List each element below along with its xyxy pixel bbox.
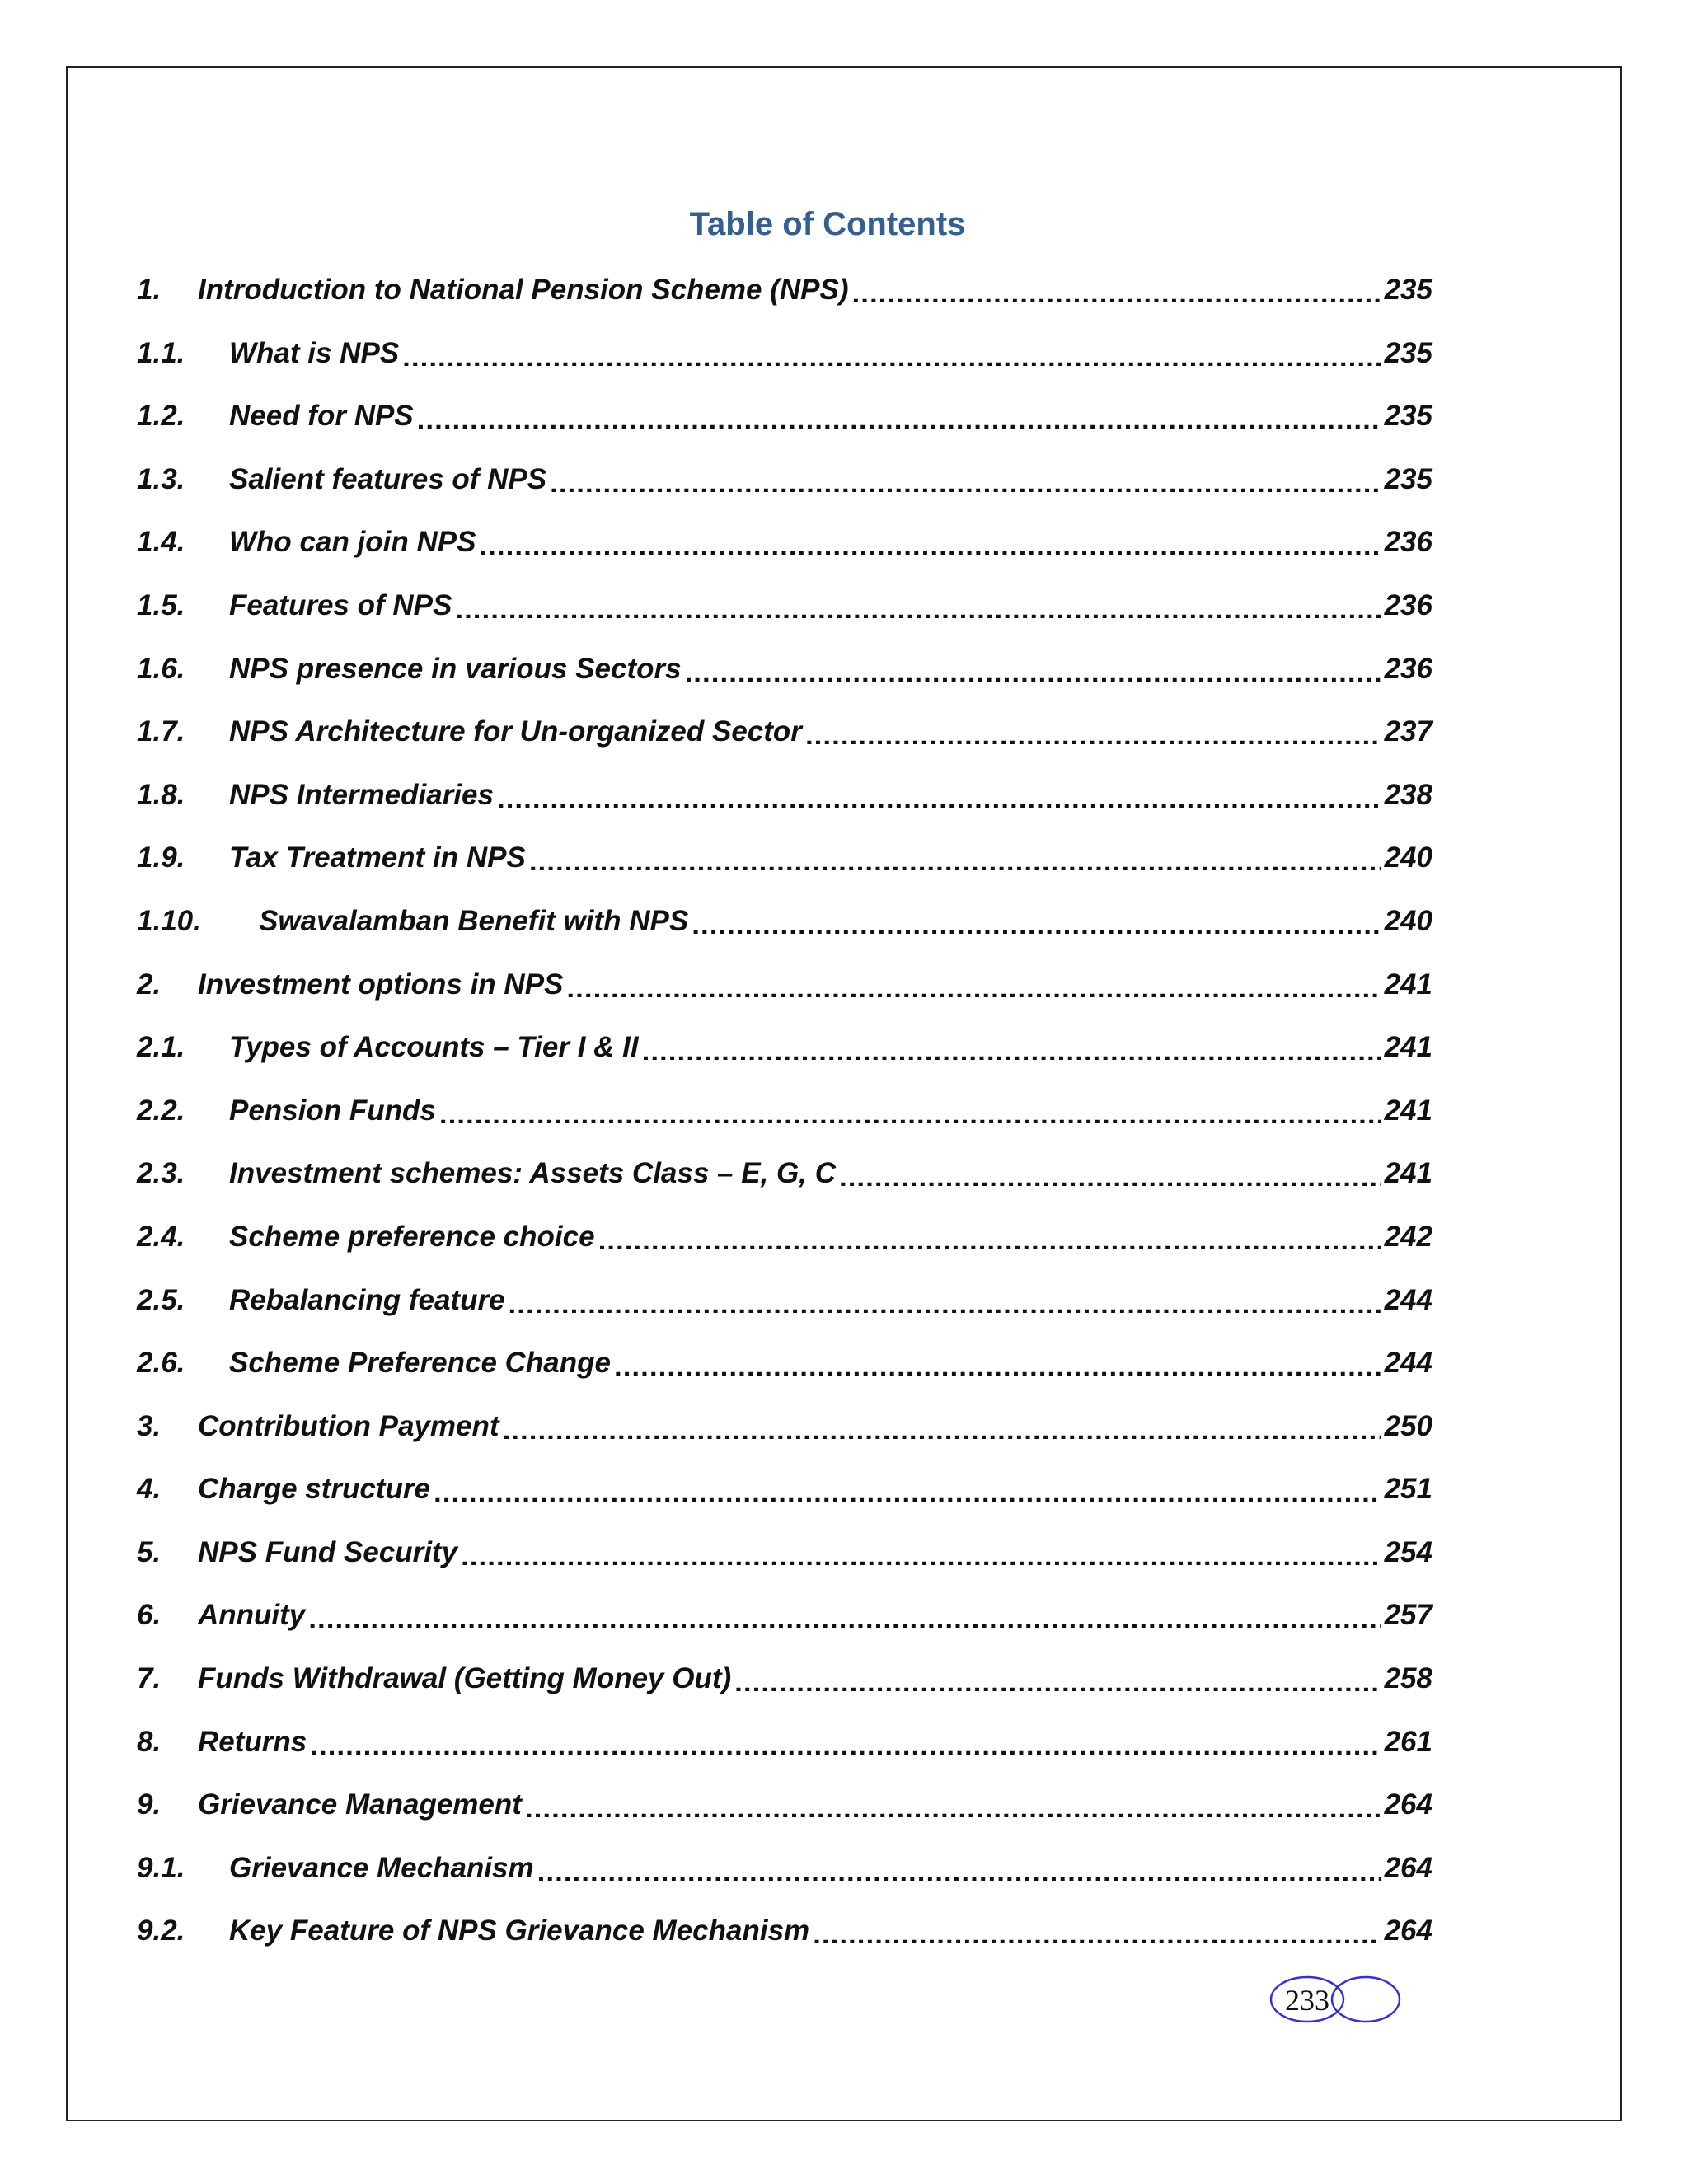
toc-entry[interactable] [137, 771, 1432, 834]
toc-entry-title: Introduction to National Pension Scheme (NPS) [198, 274, 849, 306]
toc-entry-title: NPS Architecture for Un-organized Sector [229, 715, 802, 748]
toc-entry-number: 5. [137, 1535, 162, 1568]
toc-entry-page: 242 [1384, 1220, 1432, 1253]
toc-entry-page: 235 [1384, 274, 1432, 306]
page-number: 233 [1285, 1984, 1329, 2017]
toc-entry-title: Features of NPS [229, 588, 452, 621]
toc-entry[interactable] [137, 644, 1432, 708]
toc-entry-page: 235 [1384, 336, 1432, 369]
dot-leader [417, 396, 1381, 429]
dot-leader [455, 585, 1381, 618]
dot-leader [479, 522, 1381, 555]
toc-entry-page: 257 [1384, 1599, 1432, 1632]
toc-entry-number: 4. [137, 1473, 162, 1506]
toc-entry-page: 235 [1384, 462, 1432, 495]
toc-entry-number: 6. [137, 1599, 162, 1632]
toc-entry-page: 241 [1384, 1031, 1432, 1064]
toc-entry-page: 254 [1384, 1535, 1432, 1568]
dot-leader [434, 1469, 1381, 1502]
toc-entry[interactable] [137, 1780, 1432, 1844]
toc-entry-title: NPS Fund Security [198, 1535, 458, 1568]
toc-title: Table of Contents [689, 206, 966, 242]
toc-entry-page: 244 [1384, 1283, 1432, 1316]
dot-leader [598, 1216, 1381, 1249]
toc-entry-number: 1.1. [137, 336, 185, 369]
dot-leader [550, 459, 1381, 492]
toc-entry-page: 241 [1384, 1157, 1432, 1190]
toc-list [137, 265, 1432, 1970]
dot-leader [529, 837, 1381, 870]
dot-leader [503, 1406, 1381, 1439]
toc-entry[interactable] [137, 1212, 1432, 1276]
toc-entry-title: Scheme Preference Change [229, 1347, 611, 1380]
toc-entry-page: 250 [1384, 1409, 1432, 1442]
toc-entry[interactable] [137, 1338, 1432, 1402]
toc-entry-title: NPS presence in various Sectors [229, 652, 682, 685]
toc-entry-title: Contribution Payment [198, 1409, 499, 1442]
dot-leader [525, 1784, 1381, 1817]
toc-entry-number: 2. [137, 968, 162, 1001]
toc-entry[interactable] [137, 1402, 1432, 1465]
toc-entry-title: Who can join NPS [229, 526, 476, 559]
toc-entry-title: What is NPS [229, 336, 400, 369]
dot-leader [308, 1595, 1381, 1628]
toc-entry-title: Returns [198, 1725, 307, 1758]
toc-entry[interactable] [137, 707, 1432, 771]
toc-entry-number: 1.10. [137, 904, 201, 937]
toc-entry[interactable] [137, 329, 1432, 392]
toc-entry[interactable] [137, 897, 1432, 960]
toc-entry-page: 244 [1384, 1347, 1432, 1380]
toc-entry-number: 2.2. [137, 1094, 185, 1127]
toc-entry[interactable] [137, 1718, 1432, 1781]
toc-entry-title: Types of Accounts – Tier I & II [229, 1031, 639, 1064]
toc-entry-title: Tax Treatment in NPS [229, 841, 526, 874]
toc-entry[interactable] [137, 455, 1432, 518]
toc-entry[interactable] [137, 1906, 1432, 1970]
dot-leader [852, 269, 1381, 302]
dot-leader [402, 333, 1381, 366]
toc-entry-number: 1.2. [137, 400, 185, 433]
toc-entry-page: 240 [1384, 904, 1432, 937]
toc-entry-page: 241 [1384, 1094, 1432, 1127]
toc-entry-number: 1.4. [137, 526, 185, 559]
toc-entry-title: Investment options in NPS [198, 968, 564, 1001]
toc-entry-number: 1.3. [137, 462, 185, 495]
dot-leader [566, 964, 1381, 997]
toc-entry-page: 236 [1384, 588, 1432, 621]
dot-leader [805, 711, 1381, 744]
toc-entry-number: 1.9. [137, 841, 185, 874]
toc-entry-page: 235 [1384, 400, 1432, 433]
toc-entry-number: 8. [137, 1725, 162, 1758]
toc-entry-number: 9.1. [137, 1851, 185, 1884]
toc-entry-title: Grievance Mechanism [229, 1851, 534, 1884]
toc-entry[interactable] [137, 581, 1432, 644]
dot-leader [310, 1722, 1381, 1755]
toc-entry-number: 1.5. [137, 588, 185, 621]
toc-entry[interactable] [137, 1149, 1432, 1212]
dot-leader [839, 1153, 1381, 1186]
toc-entry-number: 1.8. [137, 778, 185, 811]
toc-entry-title: Funds Withdrawal (Getting Money Out) [198, 1662, 732, 1695]
toc-entry[interactable] [137, 1276, 1432, 1339]
toc-entry[interactable] [137, 1465, 1432, 1528]
toc-entry-number: 2.4. [137, 1220, 185, 1253]
dot-leader [509, 1280, 1381, 1313]
toc-entry-number: 3. [137, 1409, 162, 1442]
toc-entry-number: 7. [137, 1662, 162, 1695]
toc-entry-title: Rebalancing feature [229, 1283, 505, 1316]
dot-leader [439, 1090, 1381, 1123]
toc-entry-page: 264 [1384, 1788, 1432, 1821]
toc-entry-title: Scheme preference choice [229, 1220, 595, 1253]
toc-entry-title: Salient features of NPS [229, 462, 547, 495]
toc-entry[interactable] [137, 1591, 1432, 1654]
toc-entry[interactable] [137, 1654, 1432, 1718]
toc-entry[interactable] [137, 1023, 1432, 1086]
toc-entry[interactable] [137, 1086, 1432, 1150]
toc-entry-number: 2.1. [137, 1031, 185, 1064]
dot-leader [497, 775, 1381, 808]
toc-entry-title: NPS Intermediaries [229, 778, 494, 811]
toc-entry-page: 240 [1384, 841, 1432, 874]
dot-leader [685, 649, 1381, 682]
dot-leader [692, 901, 1381, 934]
toc-entry-page: 264 [1384, 1851, 1432, 1884]
toc-entry-number: 1.6. [137, 652, 185, 685]
toc-entry-page: 237 [1384, 715, 1432, 748]
toc-entry-title: Annuity [198, 1599, 306, 1632]
toc-entry-page: 264 [1384, 1915, 1432, 1947]
toc-entry-title: Pension Funds [229, 1094, 436, 1127]
toc-entry-title: Swavalamban Benefit with NPS [259, 904, 689, 937]
toc-entry[interactable] [137, 391, 1432, 455]
toc-entry-page: 238 [1384, 778, 1432, 811]
toc-entry-page: 251 [1384, 1473, 1432, 1506]
toc-entry-title: Investment schemes: Assets Class – E, G, C [229, 1157, 836, 1190]
toc-entry-number: 2.6. [137, 1347, 185, 1380]
toc-entry-page: 236 [1384, 652, 1432, 685]
dot-leader [461, 1532, 1381, 1565]
toc-entry-page: 236 [1384, 526, 1432, 559]
toc-entry-title: Grievance Management [198, 1788, 522, 1821]
toc-entry[interactable] [137, 265, 1432, 329]
dot-leader [734, 1658, 1381, 1691]
toc-entry-title: Charge structure [198, 1473, 431, 1506]
toc-entry-page: 261 [1384, 1725, 1432, 1758]
dot-leader [537, 1848, 1381, 1881]
toc-entry-title: Need for NPS [229, 400, 414, 433]
dot-leader [813, 1910, 1381, 1943]
toc-entry[interactable] [137, 833, 1432, 897]
toc-entry-number: 1. [137, 274, 162, 306]
toc-entry-title: Key Feature of NPS Grievance Mechanism [229, 1915, 810, 1947]
dot-leader [614, 1343, 1381, 1376]
toc-entry-number: 2.3. [137, 1157, 185, 1190]
toc-entry[interactable] [137, 1844, 1432, 1907]
toc-entry[interactable] [137, 518, 1432, 581]
toc-entry-number: 9.2. [137, 1915, 185, 1947]
toc-entry-number: 9. [137, 1788, 162, 1821]
toc-entry-number: 2.5. [137, 1283, 185, 1316]
toc-entry-number: 1.7. [137, 715, 185, 748]
toc-entry-page: 258 [1384, 1662, 1432, 1695]
toc-entry-page: 241 [1384, 968, 1432, 1001]
toc-entry[interactable] [137, 960, 1432, 1024]
dot-leader [642, 1027, 1381, 1060]
toc-entry[interactable] [137, 1528, 1432, 1591]
